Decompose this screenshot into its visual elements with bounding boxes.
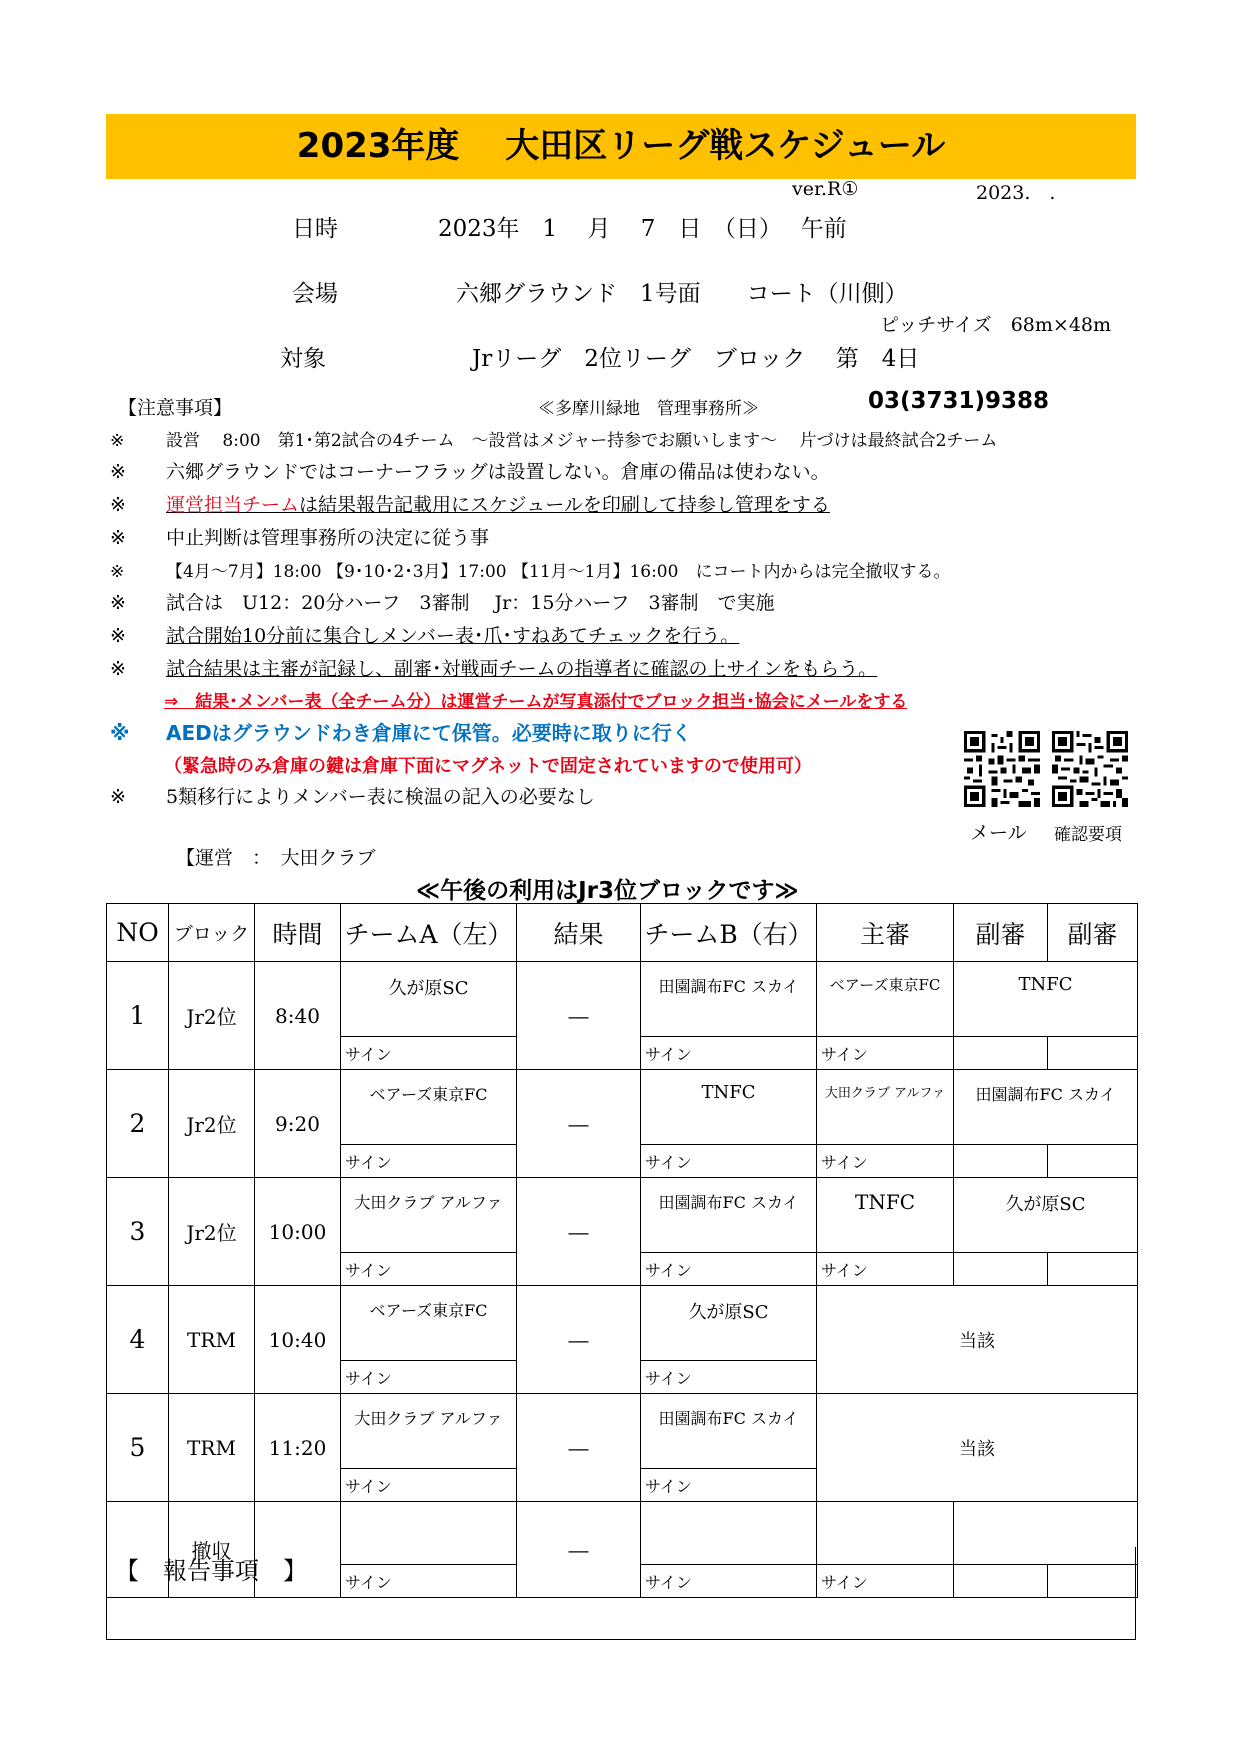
venue-label: 会場 — [292, 281, 338, 307]
afternoon-notice: ≪午後の利用はJr3位ブロックです≫ — [416, 878, 799, 904]
note-mark: ※ — [110, 431, 125, 451]
note-mark: ※ — [110, 721, 130, 745]
team-a: 久が原SC — [341, 962, 517, 1037]
match-time: 10:40 — [255, 1286, 341, 1394]
match-time: 9:20 — [255, 1070, 341, 1178]
referee-sign[interactable]: サイン — [817, 1037, 954, 1070]
assistant-1-sign[interactable] — [954, 1037, 1048, 1070]
col-header-no: NO — [107, 904, 169, 962]
referee-relevant-teams: 当該 — [817, 1394, 1138, 1502]
referee-sign[interactable]: サイン — [817, 1253, 954, 1286]
note-text: 試合開始10分前に集合しメンバー表･爪･すねあてチェックを行う。 — [166, 625, 740, 647]
match-result[interactable]: ― — [517, 1286, 641, 1394]
note-text: 試合は U12：20分ハーフ 3審制 Jr：15分ハーフ 3審制 で実施 — [166, 592, 775, 614]
note-text: 六郷グラウンドではコーナーフラッグは設置しない。倉庫の備品は使わない。 — [166, 461, 830, 483]
team-b: 田園調布FC スカイ — [641, 962, 817, 1037]
assistant-referee: 田園調布FC スカイ — [954, 1070, 1138, 1145]
note-setup — [110, 426, 997, 451]
team-b: TNFC — [641, 1070, 817, 1145]
venue-value: 六郷グラウンド 1号面 コート（川側） — [456, 281, 908, 307]
assistant-1-sign[interactable] — [954, 1145, 1048, 1178]
date-label: 日時 — [292, 216, 338, 242]
match-time: 11:20 — [255, 1394, 341, 1502]
note-match-format — [110, 588, 775, 615]
note-text: 試合結果は主審が記録し、副審･対戦両チームの指導者に確認の上サインをもらう。 — [166, 658, 878, 680]
team-b: 田園調布FC スカイ — [641, 1178, 817, 1253]
operation-club: 【運営 ： 大田クラブ — [176, 847, 376, 869]
table-row — [107, 1286, 1138, 1361]
note-aed-key: （緊急時のみ倉庫の鍵は倉庫下面にマグネットで固定されていますので使用可） — [164, 756, 812, 777]
table-row — [107, 1178, 1138, 1253]
mail-qr-code[interactable] — [964, 731, 1040, 807]
team-b-sign[interactable]: サイン — [641, 1145, 817, 1178]
note-highlight: 運営担当チーム — [166, 494, 300, 516]
team-a-sign[interactable]: サイン — [341, 1361, 517, 1394]
match-result[interactable]: ― — [517, 1070, 641, 1178]
team-a: ベアーズ東京FC — [341, 1286, 517, 1361]
note-text: 【4月～7月】18:00 【9･10･2･3月】17:00 【11月～1月】16:00 にコート内からは完全撤収する。 — [166, 562, 951, 582]
referee-sign[interactable]: サイン — [817, 1565, 954, 1598]
target-label: 対象 — [280, 346, 326, 372]
note-withdraw-time — [110, 557, 950, 582]
note-mark: ※ — [110, 625, 126, 647]
confirm-qr-code[interactable] — [1052, 731, 1128, 807]
col-header-team-a: チームA（左） — [341, 904, 517, 962]
page-title: 2023年度 大田区リーグ戦スケジュール — [296, 126, 946, 166]
referee-relevant-teams: 当該 — [817, 1286, 1138, 1394]
assistant-2-sign[interactable] — [1048, 1253, 1138, 1286]
team-a: 大田クラブ アルファ — [341, 1394, 517, 1469]
referee: ベアーズ東京FC — [817, 962, 954, 1037]
team-b-sign[interactable]: サイン — [641, 1361, 817, 1394]
match-block: Jr2位 — [169, 1178, 255, 1286]
date-stamp: 2023. . — [976, 182, 1056, 204]
match-no: 4 — [107, 1286, 169, 1394]
team-a-sign[interactable]: サイン — [341, 1037, 517, 1070]
schedule-table — [106, 903, 1138, 1598]
note-corner-flag — [110, 457, 830, 484]
col-header-time: 時間 — [255, 904, 341, 962]
office-name: ≪多摩川緑地 管理事務所≫ — [538, 399, 759, 419]
report-box[interactable] — [106, 1547, 1136, 1640]
team-a-sign[interactable]: サイン — [341, 1469, 517, 1502]
note-text: は結果報告記載用にスケジュールを印刷して持参し管理をする — [299, 494, 830, 516]
assistant-referee: 久が原SC — [954, 1178, 1138, 1253]
assistant-2-sign[interactable] — [1048, 1145, 1138, 1178]
note-operation-team — [110, 490, 830, 517]
match-time: 10:00 — [255, 1178, 341, 1286]
team-b: 久が原SC — [641, 1286, 817, 1361]
note-mark: ※ — [110, 494, 126, 516]
mail-qr-label: メール — [970, 822, 1027, 844]
col-header-result: 結果 — [517, 904, 641, 962]
match-block: Jr2位 — [169, 962, 255, 1070]
note-mark: ※ — [110, 658, 126, 680]
referee: TNFC — [817, 1178, 954, 1253]
match-no: 3 — [107, 1178, 169, 1286]
match-block: TRM — [169, 1394, 255, 1502]
match-result[interactable]: ― — [517, 1502, 641, 1598]
referee: 大田クラブ アルファ — [817, 1070, 954, 1145]
confirm-qr-label: 確認要項 — [1054, 825, 1122, 845]
note-assembly — [110, 621, 739, 648]
referee-sign[interactable]: サイン — [817, 1145, 954, 1178]
note-mark: ※ — [110, 592, 126, 614]
match-no: 5 — [107, 1394, 169, 1502]
pitch-size: ピッチサイズ 68m×48m — [880, 314, 1112, 336]
col-header-block: ブロック — [169, 904, 255, 962]
match-no: 2 — [107, 1070, 169, 1178]
team-b-sign[interactable]: サイン — [641, 1037, 817, 1070]
note-mark: ※ — [110, 527, 126, 549]
note-mark: ※ — [110, 562, 125, 582]
note-text: 5類移行によりメンバー表に検温の記入の必要なし — [166, 786, 595, 808]
team-a: ベアーズ東京FC — [341, 1070, 517, 1145]
team-b-sign[interactable]: サイン — [641, 1253, 817, 1286]
title-bar — [106, 114, 1136, 179]
table-header-row — [107, 904, 1138, 962]
team-a-sign[interactable]: サイン — [341, 1565, 517, 1598]
col-header-assistant-2: 副審 — [1048, 904, 1138, 962]
match-result[interactable]: ― — [517, 962, 641, 1070]
office-phone: 03(3731)9388 — [868, 388, 1050, 414]
table-row — [107, 1070, 1138, 1145]
col-header-team-b: チームB（右） — [641, 904, 817, 962]
note-mark: ※ — [110, 786, 126, 808]
note-cancel — [110, 523, 489, 550]
match-block: Jr2位 — [169, 1070, 255, 1178]
match-result[interactable]: ― — [517, 1178, 641, 1286]
match-result[interactable]: ― — [517, 1394, 641, 1502]
target-value: Jrリーグ 2位リーグ ブロック 第 4日 — [472, 346, 920, 372]
col-header-assistant-1: 副審 — [954, 904, 1048, 962]
note-aed — [110, 717, 692, 746]
team-a-sign[interactable]: サイン — [341, 1145, 517, 1178]
note-text: AEDはグラウンドわき倉庫にて保管。必要時に取りに行く — [166, 721, 692, 745]
table-row — [107, 1394, 1138, 1469]
team-b-sign[interactable]: サイン — [641, 1469, 817, 1502]
assistant-referee: TNFC — [954, 962, 1138, 1037]
team-b: 田園調布FC スカイ — [641, 1394, 817, 1469]
table-row — [107, 962, 1138, 1037]
version-label: ver.R① — [792, 178, 859, 200]
team-a: 大田クラブ アルファ — [341, 1178, 517, 1253]
note-text: 中止判断は管理事務所の決定に従う事 — [166, 527, 490, 549]
match-block: 撤収 — [169, 1502, 255, 1598]
date-value: 2023年 1 月 7 日 （日） 午前 — [438, 216, 847, 242]
assistant-1-sign[interactable] — [954, 1253, 1048, 1286]
team-b-sign[interactable]: サイン — [641, 1565, 817, 1598]
col-header-referee: 主審 — [817, 904, 954, 962]
note-result-record — [110, 654, 877, 681]
report-label: 【 報告事項 】 — [115, 1557, 307, 1585]
team-a-sign[interactable]: サイン — [341, 1253, 517, 1286]
assistant-2-sign[interactable] — [1048, 1037, 1138, 1070]
match-no: 1 — [107, 962, 169, 1070]
note-mark: ※ — [110, 461, 126, 483]
note-result-mail: ⇒ 結果･メンバー表（全チーム分）は運営チームが写真添付でブロック担当･協会にメールをする — [164, 692, 908, 712]
match-time: 8:40 — [255, 962, 341, 1070]
note-temperature — [110, 782, 595, 809]
match-block: TRM — [169, 1286, 255, 1394]
notes-title: 【注意事項】 — [118, 397, 233, 419]
note-text: 設営 8:00 第1･第2試合の4チーム ～設営はメジャー持参でお願いします～ 片づけは最終試合2チーム — [166, 431, 998, 451]
